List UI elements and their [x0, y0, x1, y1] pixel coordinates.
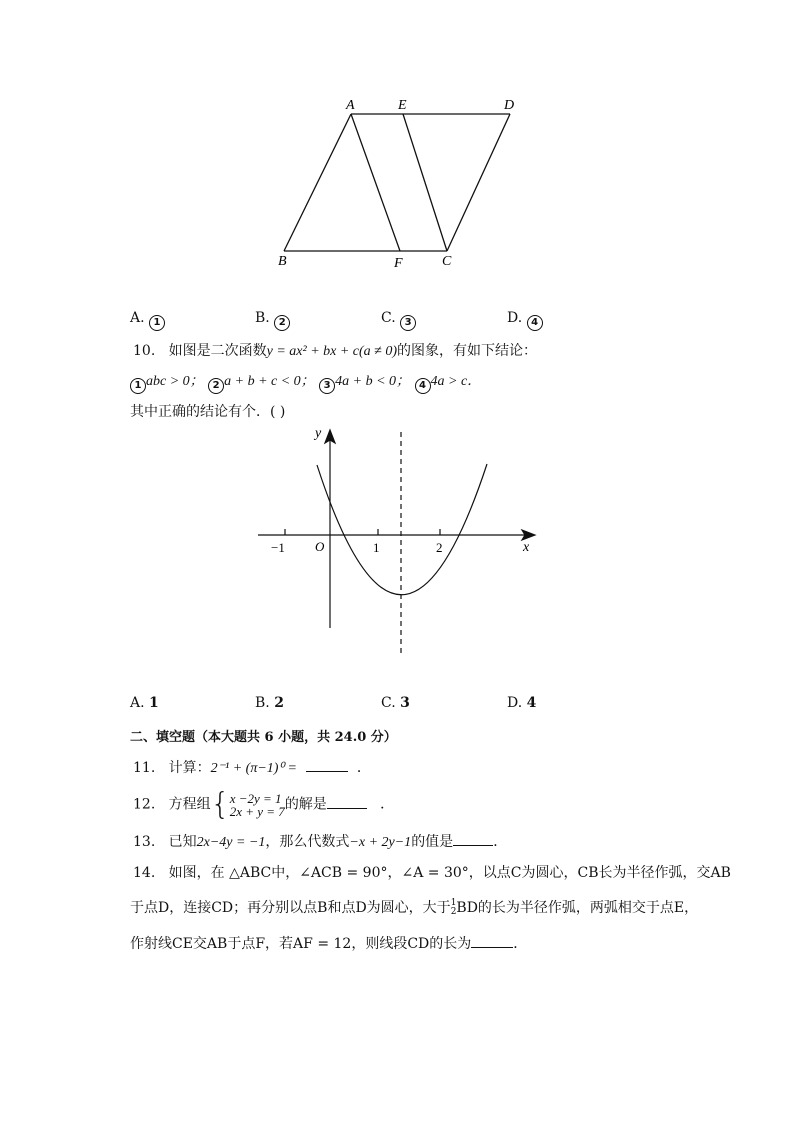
answer-blank[interactable] — [306, 770, 348, 772]
tick-label-2: 2 — [436, 540, 443, 555]
circled-number: 2 — [274, 315, 290, 331]
q13: 13. 已知2x−4y = −1，那么代数式−x + 2y−1的值是 ． — [133, 834, 508, 850]
answer-blank[interactable] — [471, 946, 513, 948]
q14-line2: 于点D，连接CD；再分别以点B和点D为圆心，大于1 2BD的长为半径作弧，两弧相交于点E， — [130, 898, 699, 917]
q10-option-a[interactable]: A. 1 — [130, 695, 159, 711]
q14-line1: 14. 如图，在 △ABC中，∠ACB = 90°，∠A = 30°，以点C为圆心，CB长为半径作弧，交AB — [133, 865, 731, 881]
fraction-half: 1 2 — [450, 898, 457, 917]
q10-stem: 10. 如图是二次函数y = ax² + bx + c(a ≠ 0)的图象，有如下结论： — [133, 343, 538, 359]
circled-number: 1 — [149, 315, 165, 331]
q10-conclusions: 1 abc > 0； 2 a + b + c < 0； 3 4a + b < 0； 4 4a > c． — [130, 370, 481, 394]
answer-blank[interactable] — [327, 807, 367, 809]
q10-option-b[interactable]: B. 2 — [255, 695, 284, 711]
q10-option-d[interactable]: D. 4 — [507, 695, 537, 711]
label-F: F — [394, 256, 403, 271]
answer-blank[interactable] — [453, 844, 493, 846]
q9-option-b[interactable]: B. 2 — [255, 310, 290, 331]
label-B: B — [278, 254, 287, 269]
y-axis-label: y — [315, 426, 322, 441]
tick-label-neg1: −1 — [271, 540, 285, 555]
origin-label: O — [315, 539, 325, 554]
q9-option-c[interactable]: C. 3 — [381, 310, 416, 331]
tick-label-1: 1 — [373, 540, 380, 555]
q11: 11. 计算：2⁻¹ + (π−1)⁰ = ． — [133, 760, 371, 776]
circled-number: 3 — [319, 378, 335, 394]
q10-question: 其中正确的结论有个．( ) — [130, 404, 286, 420]
q9-option-d[interactable]: D. 4 — [507, 310, 543, 331]
circled-number: 2 — [208, 378, 224, 394]
x-axis-label: x — [523, 540, 530, 555]
q14-line3: 作射线CE交AB于点F，若AF = 12，则线段CD的长为 ． — [130, 936, 528, 952]
q9-option-a[interactable]: A. 1 — [130, 310, 165, 331]
circled-number: 1 — [130, 378, 146, 394]
circled-number: 4 — [415, 378, 431, 394]
q12: 12. 方程组{x −2y = 1 2x + y = 7的解是 ． — [133, 787, 395, 822]
parallelogram-figure — [270, 92, 530, 272]
label-D: D — [504, 98, 515, 113]
circled-number: 3 — [400, 315, 416, 331]
label-A: A — [346, 98, 355, 113]
parabola-graph — [250, 420, 550, 665]
equation-system: {x −2y = 1 2x + y = 7 — [210, 787, 285, 822]
q10-option-c[interactable]: C. 3 — [381, 695, 410, 711]
label-C: C — [442, 254, 452, 269]
section-title: 二、填空题（本大题共 6 小题，共 24.0 分） — [130, 730, 397, 745]
circled-number: 4 — [527, 315, 543, 331]
label-E: E — [398, 98, 407, 113]
